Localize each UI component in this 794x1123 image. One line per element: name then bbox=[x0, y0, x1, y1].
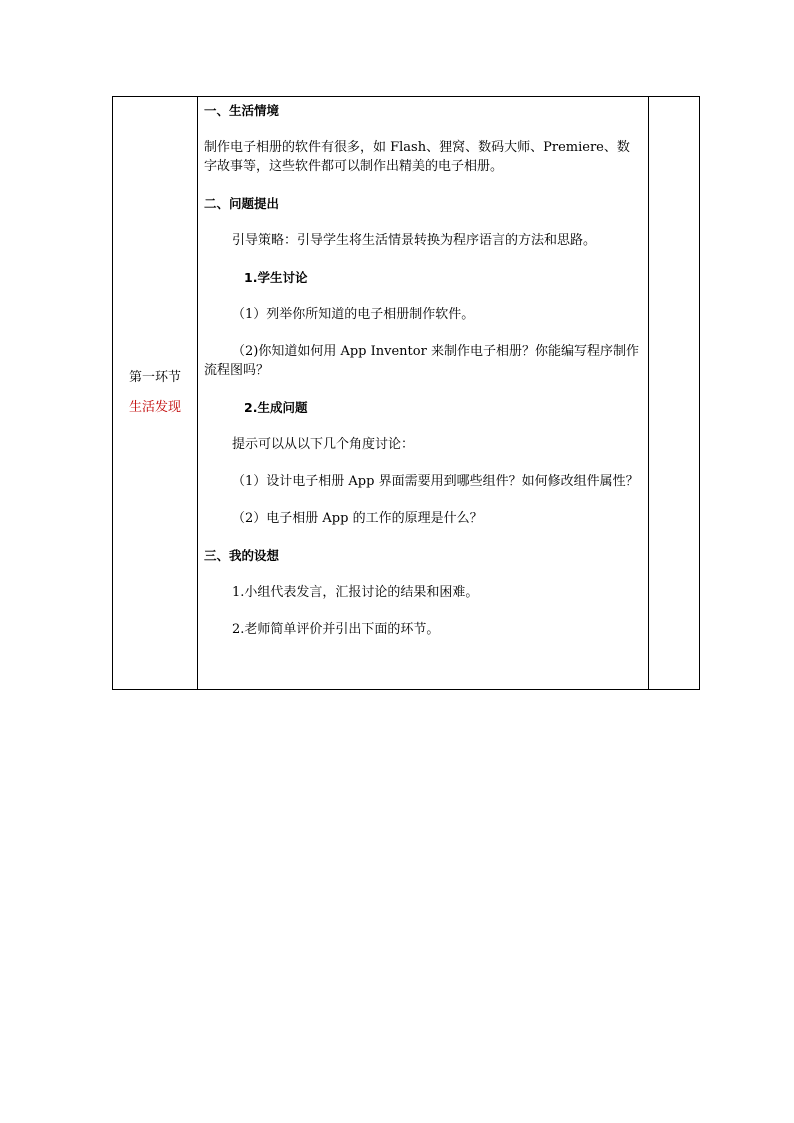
section-2-subheading-1: 1.学生讨论 bbox=[244, 270, 308, 285]
section-2-subheading-2: 2.生成问题 bbox=[244, 400, 308, 415]
stage-cell bbox=[113, 97, 198, 690]
section-3-heading: 三、我的设想 bbox=[204, 548, 280, 563]
table-row bbox=[113, 97, 700, 690]
section-3-item-1: 1.小组代表发言，汇报讨论的结果和困难。 bbox=[232, 585, 479, 600]
stage-title: 生活发现 bbox=[128, 400, 181, 415]
section-2-hint: 提示可以从以下几个角度讨论： bbox=[232, 437, 415, 452]
section-3-item-2: 2.老师简单评价并引出下面的环节。 bbox=[232, 622, 440, 637]
section-1-heading: 一、生活情境 bbox=[204, 103, 280, 118]
section-2-heading: 二、问题提出 bbox=[204, 196, 280, 211]
stage-name: 第一环节 bbox=[128, 370, 181, 385]
section-2-question-1: （1）列举你所知道的电子相册制作软件。 bbox=[232, 307, 475, 322]
section-2-question-3: （1）设计电子相册 App 界面需要用到哪些组件？如何修改组件属性？ bbox=[232, 474, 639, 489]
section-2-strategy: 引导策略：引导学生将生活情景转换为程序语言的方法和思路。 bbox=[232, 233, 597, 248]
notes-cell bbox=[649, 97, 700, 690]
section-1-text: 制作电子相册的软件有很多，如 Flash、狸窝、数码大师、Premiere、数字故事等，这些软件都可以制作出精美的电子相册。 bbox=[204, 140, 630, 174]
section-2-question-2: （2)你知道如何用 App Inventor 来制作电子相册？你能编写程序制作流程图吗？ bbox=[204, 344, 639, 378]
content-cell bbox=[198, 97, 649, 690]
section-2-question-4: （2）电子相册 App 的工作的原理是什么？ bbox=[232, 511, 483, 526]
lesson-plan-table bbox=[112, 96, 700, 690]
